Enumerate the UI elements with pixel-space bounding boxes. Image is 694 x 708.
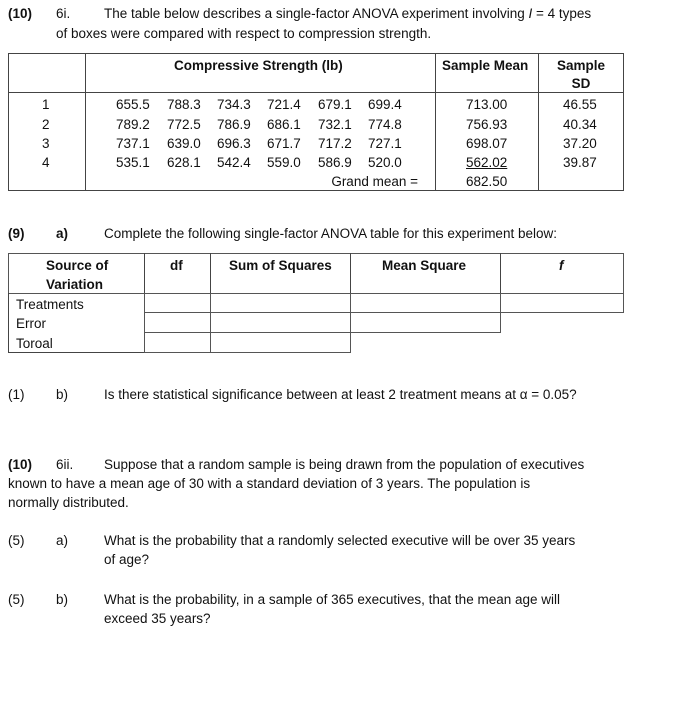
- header-sample-sd-line2: SD: [571, 76, 591, 91]
- q9a-points: (9): [8, 226, 25, 241]
- q5b-line1: What is the probability, in a sample of 365 executives, that the mean age will: [104, 592, 560, 607]
- q6i-line2: of boxes were compared with respect to compression strength.: [56, 26, 432, 41]
- strength-value: 727.1: [368, 136, 402, 151]
- q1b-part: b): [56, 387, 69, 402]
- q6i-points: (10): [8, 6, 33, 21]
- row-label: 2: [42, 117, 50, 132]
- strength-value: 734.3: [217, 97, 251, 112]
- anova-cell-error-ss[interactable]: [210, 312, 351, 333]
- header-compressive-strength: Compressive Strength (lb): [174, 58, 343, 73]
- q5a-part: a): [56, 533, 69, 548]
- q1b-text: Is there statistical significance between at least 2 treatment means at α = 0.05?: [104, 387, 577, 402]
- anova-cell-treatments-ss[interactable]: [210, 293, 351, 313]
- sample-mean-value: 562.02: [466, 155, 508, 170]
- strength-value: 679.1: [318, 97, 352, 112]
- strength-value: 520.0: [368, 155, 402, 170]
- q5b-part: b): [56, 592, 69, 607]
- strength-value: 772.5: [167, 117, 201, 132]
- sample-sd-value: 40.34: [563, 117, 597, 132]
- q6i-variable-i: I: [528, 6, 533, 21]
- q6i-number: 6i.: [56, 6, 71, 21]
- q6i-line1-post: = 4 types: [532, 6, 592, 21]
- anova-header-mean-square: Mean Square: [382, 258, 467, 273]
- row-label: 1: [42, 97, 50, 112]
- strength-value: 559.0: [267, 155, 301, 170]
- strength-value: 542.4: [217, 155, 251, 170]
- anova-header-source-line2: Variation: [46, 277, 104, 292]
- anova-header-source-line1: Source of: [46, 258, 109, 273]
- strength-value: 789.2: [116, 117, 150, 132]
- header-sample-mean: Sample Mean: [442, 58, 529, 73]
- strength-value: 535.1: [116, 155, 150, 170]
- sample-mean-value: 713.00: [466, 97, 508, 112]
- strength-value: 639.0: [167, 136, 201, 151]
- anova-cell-total-df[interactable]: [144, 332, 211, 353]
- row-label: 3: [42, 136, 50, 151]
- strength-value: 586.9: [318, 155, 352, 170]
- strength-value: 721.4: [267, 97, 301, 112]
- strength-value: 788.3: [167, 97, 201, 112]
- anova-cell-error-ms[interactable]: [350, 312, 501, 333]
- anova-header-f: f: [559, 258, 564, 273]
- grand-mean-label: Grand mean =: [331, 174, 418, 189]
- strength-value: 628.1: [167, 155, 201, 170]
- q6ii-points: (10): [8, 457, 33, 472]
- q6ii-line1: Suppose that a random sample is being drawn from the population of executives: [104, 457, 585, 472]
- header-sample-sd-line1: Sample: [556, 58, 606, 73]
- strength-value: 732.1: [318, 117, 352, 132]
- anova-row-treatments: Treatments: [16, 297, 84, 312]
- q5b-line2: exceed 35 years?: [104, 611, 211, 626]
- sample-sd-value: 46.55: [563, 97, 597, 112]
- q5b-points: (5): [8, 592, 25, 607]
- anova-cell-treatments-ms[interactable]: [350, 293, 501, 313]
- row-label: 4: [42, 155, 50, 170]
- q6i-line1-pre: The table below describes a single-factor ANOVA experiment involving: [104, 6, 529, 21]
- grand-mean-value: 682.50: [466, 174, 508, 189]
- sample-mean-value: 756.93: [466, 117, 508, 132]
- sample-mean-value: 698.07: [466, 136, 508, 151]
- q6ii-line2: known to have a mean age of 30 with a standard deviation of 3 years. The population is: [8, 476, 531, 491]
- strength-value: 655.5: [116, 97, 150, 112]
- q6ii-line3: normally distributed.: [8, 495, 129, 510]
- anova-cell-treatments-f[interactable]: [500, 293, 624, 313]
- strength-value: 699.4: [368, 97, 402, 112]
- strength-value: 686.1: [267, 117, 301, 132]
- strength-value: 786.9: [217, 117, 251, 132]
- q6ii-number: 6ii.: [56, 457, 74, 472]
- strength-value: 774.8: [368, 117, 402, 132]
- strength-value: 696.3: [217, 136, 251, 151]
- q5a-line1: What is the probability that a randomly selected executive will be over 35 years: [104, 533, 576, 548]
- q5a-points: (5): [8, 533, 25, 548]
- anova-header-df: df: [170, 258, 183, 273]
- anova-cell-error-df[interactable]: [144, 312, 211, 333]
- strength-value: 717.2: [318, 136, 352, 151]
- q1b-points: (1): [8, 387, 25, 402]
- strength-value: 737.1: [116, 136, 150, 151]
- anova-row-total: Toroal: [16, 336, 53, 351]
- strength-value: 671.7: [267, 136, 301, 151]
- anova-cell-treatments-df[interactable]: [144, 293, 211, 313]
- q9a-text: Complete the following single-factor ANOVA table for this experiment below:: [104, 226, 557, 241]
- q5a-line2: of age?: [104, 552, 150, 567]
- sample-sd-value: 39.87: [563, 155, 597, 170]
- q9a-part: a): [56, 226, 69, 241]
- q6i-line1: [104, 6, 591, 21]
- sample-sd-value: 37.20: [563, 136, 597, 151]
- anova-cell-total-ss[interactable]: [210, 332, 351, 353]
- anova-header-sum-of-squares: Sum of Squares: [229, 258, 332, 273]
- anova-row-error: Error: [16, 316, 46, 331]
